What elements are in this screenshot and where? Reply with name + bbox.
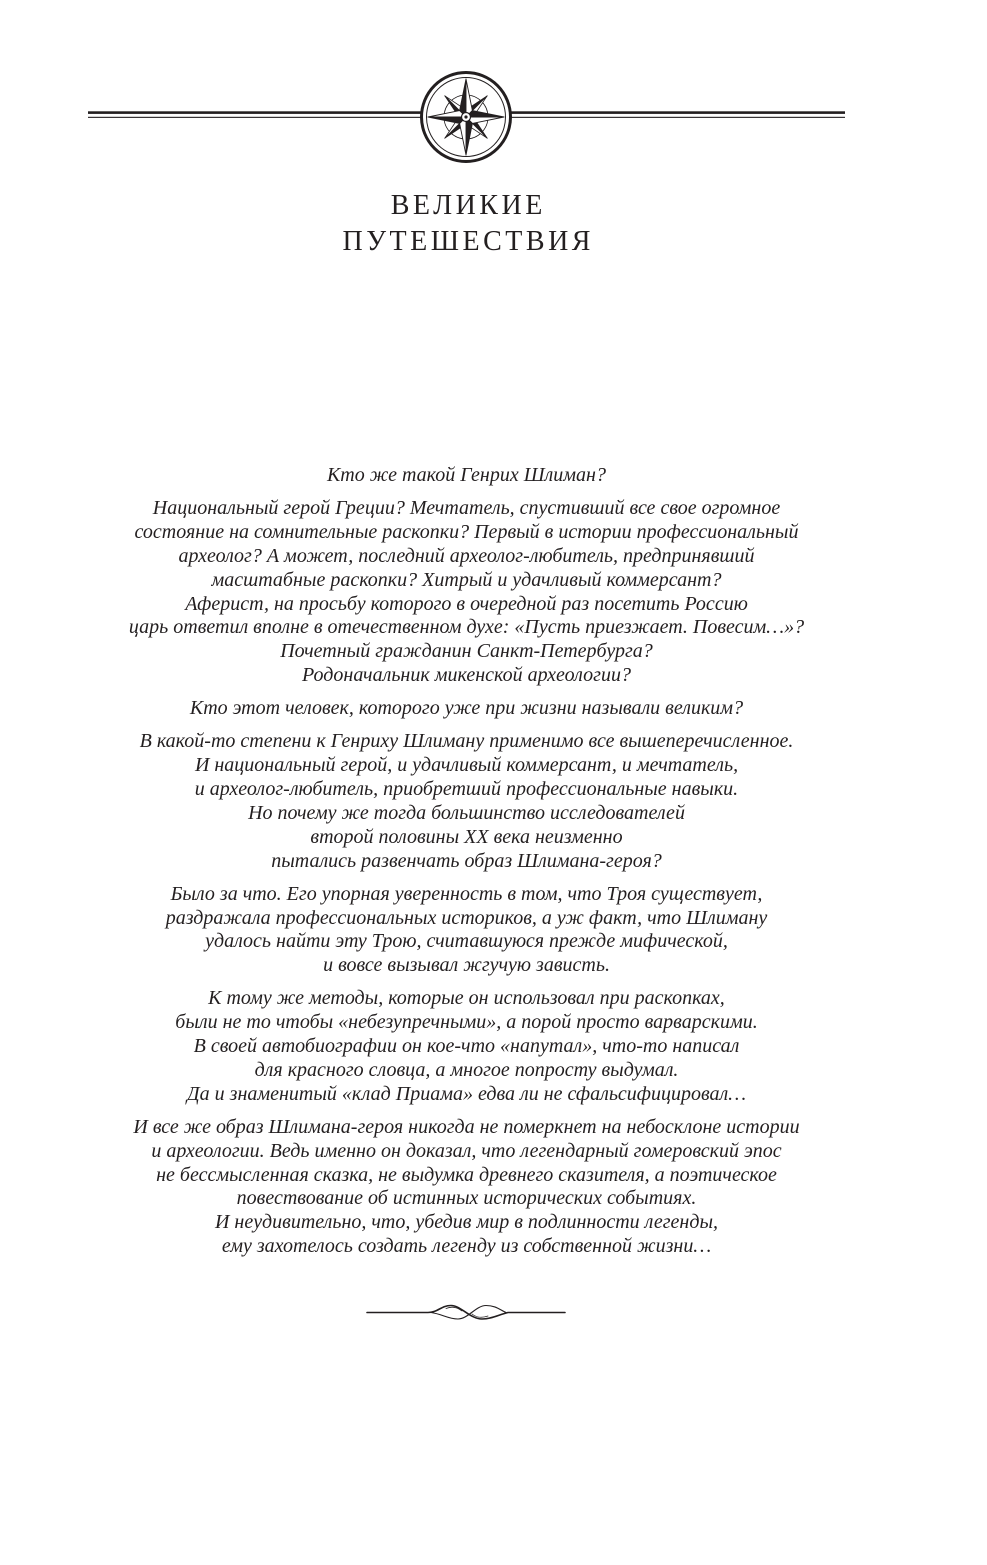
text-line: Но почему же тогда большинство исследователей xyxy=(248,801,685,824)
title-line-1: ВЕЛИКИЕ xyxy=(390,190,546,221)
header-rule-right xyxy=(511,111,845,118)
page-title xyxy=(88,188,845,260)
text-line: для красного словца, а многое попросту выдумал. xyxy=(254,1058,679,1081)
text-line: К тому же методы, которые он использовал при раскопках, xyxy=(208,987,725,1010)
text-line: удалось найти эту Трою, считавшуюся прежде мифической, xyxy=(205,930,728,953)
compass-rose-icon xyxy=(422,73,511,162)
header-ornament xyxy=(0,0,987,175)
paragraph-2 xyxy=(88,497,845,688)
text-line: Кто же такой Генрих Шлиман? xyxy=(327,464,606,486)
paragraph-1 xyxy=(88,464,845,488)
text-line: царь ответил вполне в отечественном духе: «Пусть приезжает. Повесим…»? xyxy=(128,616,805,639)
text-line: Было за что. Его упорная уверенность в том, что Троя существует, xyxy=(170,882,763,905)
introduction-text xyxy=(88,464,845,1268)
paragraph-7 xyxy=(88,1116,845,1259)
text-line: Родоначальник микенской археологии? xyxy=(302,664,631,687)
text-line: второй половины XX века неизменно xyxy=(310,825,623,848)
text-line: Да и знаменитый «клад Приама» едва ли не сфальсифицировал… xyxy=(186,1082,747,1105)
text-line: и археологии. Ведь именно он доказал, что легендарный гомеровский эпос xyxy=(151,1139,782,1162)
text-line: Кто этот человек, которого уже при жизни называли великим? xyxy=(189,697,744,720)
text-line: и археолог-любитель, приобретший профессиональные навыки. xyxy=(194,778,739,801)
text-line: И национальный герой, и удачливый коммерсант, и мечтатель, xyxy=(194,754,739,777)
flourish-ornament-icon xyxy=(0,1290,987,1335)
text-line: и вовсе вызывал жгучую зависть. xyxy=(323,954,610,977)
paragraph-6 xyxy=(88,987,845,1106)
text-line: масштабные раскопки? Хитрый и удачливый коммерсант? xyxy=(211,568,722,591)
text-line: раздражала профессиональных историков, а уж факт, что Шлиману xyxy=(165,906,768,929)
text-line: были не то чтобы «небезупречными», а порой просто варварскими. xyxy=(175,1011,758,1034)
text-line: Аферист, на просьбу которого в очередной раз посетить Россию xyxy=(185,592,748,615)
text-line: состояние на сомнительные раскопки? Первый в истории профессиональный xyxy=(134,520,799,543)
text-line: археолог? А может, последний археолог-любитель, предпринявший xyxy=(178,544,755,567)
header-rule-left xyxy=(88,111,421,118)
text-line: не бессмысленная сказка, не выдумка древнего сказителя, а поэтическое xyxy=(156,1163,777,1186)
text-line: Национальный герой Греции? Мечтатель, спустивший все свое огромное xyxy=(152,497,781,520)
text-line: В своей автобиографии он кое-что «напутал», что-то написал xyxy=(193,1035,740,1058)
text-line: И все же образ Шлимана-героя никогда не померкнет на небосклоне истории xyxy=(133,1115,800,1138)
paragraph-4 xyxy=(88,730,845,873)
title-line-2: ПУТЕШЕСТВИЯ xyxy=(342,226,594,257)
text-line: Почетный гражданин Санкт-Петербурга? xyxy=(280,640,653,663)
text-line: В какой-то степени к Генриху Шлиману применимо все вышеперечисленное. xyxy=(139,730,794,753)
text-line: пытались развенчать образ Шлимана-героя? xyxy=(271,849,662,872)
paragraph-5 xyxy=(88,883,845,978)
text-line: ему захотелось создать легенду из собственной жизни… xyxy=(221,1235,712,1258)
paragraph-3 xyxy=(88,697,845,721)
text-line: И неудивительно, что, убедив мир в подлинности легенды, xyxy=(214,1211,719,1234)
text-line: повествование об истинных исторических событиях. xyxy=(236,1187,697,1210)
